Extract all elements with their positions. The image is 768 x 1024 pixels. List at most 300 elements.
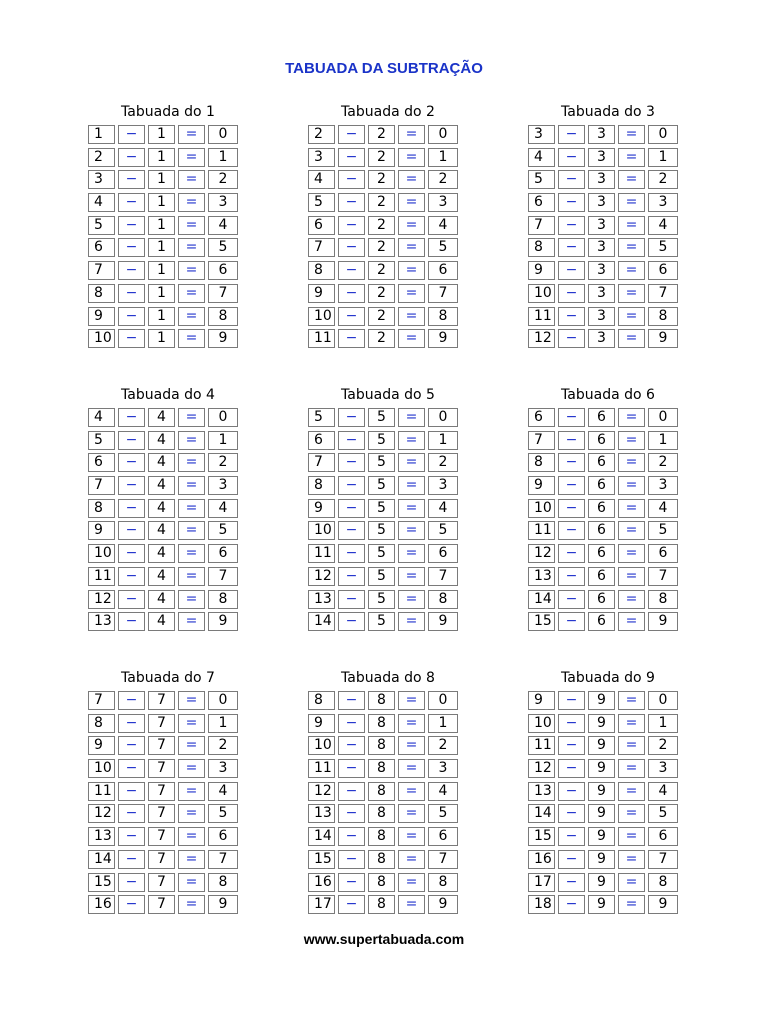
- minuend-cell: 5: [308, 408, 335, 427]
- minus-sign-cell: −: [558, 691, 585, 710]
- minuend-cell: 15: [88, 873, 115, 892]
- equals-sign-cell: =: [178, 612, 205, 631]
- minuend-cell: 4: [528, 148, 555, 167]
- result-cell: 3: [208, 759, 238, 778]
- minus-sign-cell: −: [558, 567, 585, 586]
- result-cell: 7: [208, 284, 238, 303]
- equals-sign-cell: =: [178, 431, 205, 450]
- minus-sign-cell: −: [558, 193, 585, 212]
- subtrahend-cell: 9: [588, 759, 615, 778]
- equals-sign-cell: =: [618, 238, 645, 257]
- minus-sign-cell: −: [118, 125, 145, 144]
- equals-sign-cell: =: [618, 193, 645, 212]
- minuend-cell: 14: [528, 804, 555, 823]
- subtrahend-cell: 1: [148, 125, 175, 144]
- minus-sign-cell: −: [118, 476, 145, 495]
- minus-sign-cell: −: [338, 590, 365, 609]
- minus-sign-cell: −: [118, 804, 145, 823]
- subtrahend-cell: 4: [148, 476, 175, 495]
- subtrahend-cell: 5: [368, 408, 395, 427]
- result-cell: 1: [648, 431, 678, 450]
- result-cell: 8: [208, 590, 238, 609]
- subtrahend-cell: 2: [368, 284, 395, 303]
- result-cell: 9: [648, 329, 678, 348]
- minuend-cell: 5: [88, 431, 115, 450]
- result-cell: 8: [208, 307, 238, 326]
- result-cell: 6: [428, 544, 458, 563]
- tabuada-heading: Tabuada do 2: [341, 104, 435, 120]
- minus-sign-cell: −: [338, 544, 365, 563]
- minus-sign-cell: −: [118, 148, 145, 167]
- result-cell: 4: [428, 499, 458, 518]
- minus-sign-cell: −: [558, 170, 585, 189]
- result-cell: 2: [648, 453, 678, 472]
- minus-sign-cell: −: [118, 827, 145, 846]
- minuend-cell: 8: [308, 261, 335, 280]
- minuend-cell: 6: [308, 431, 335, 450]
- minuend-cell: 9: [308, 499, 335, 518]
- subtrahend-cell: 9: [588, 850, 615, 869]
- subtrahend-cell: 5: [368, 499, 395, 518]
- minuend-cell: 13: [308, 590, 335, 609]
- subtrahend-cell: 2: [368, 329, 395, 348]
- minuend-cell: 17: [528, 873, 555, 892]
- result-cell: 0: [428, 691, 458, 710]
- minuend-cell: 12: [88, 590, 115, 609]
- subtrahend-cell: 6: [588, 476, 615, 495]
- subtrahend-cell: 4: [148, 590, 175, 609]
- minuend-cell: 4: [88, 193, 115, 212]
- result-cell: 2: [208, 453, 238, 472]
- minus-sign-cell: −: [338, 521, 365, 540]
- subtrahend-cell: 7: [148, 804, 175, 823]
- minus-sign-cell: −: [118, 612, 145, 631]
- result-cell: 9: [428, 895, 458, 914]
- result-cell: 2: [208, 736, 238, 755]
- minus-sign-cell: −: [338, 329, 365, 348]
- minus-sign-cell: −: [338, 125, 365, 144]
- equals-sign-cell: =: [398, 691, 425, 710]
- minuend-cell: 12: [88, 804, 115, 823]
- minus-sign-cell: −: [338, 408, 365, 427]
- minuend-cell: 11: [88, 567, 115, 586]
- subtrahend-cell: 5: [368, 431, 395, 450]
- equals-sign-cell: =: [618, 759, 645, 778]
- equals-sign-cell: =: [618, 544, 645, 563]
- minus-sign-cell: −: [558, 612, 585, 631]
- equals-sign-cell: =: [178, 238, 205, 257]
- equals-sign-cell: =: [398, 521, 425, 540]
- subtrahend-cell: 6: [588, 431, 615, 450]
- subtrahend-cell: 3: [588, 216, 615, 235]
- result-cell: 4: [648, 216, 678, 235]
- equals-sign-cell: =: [618, 431, 645, 450]
- minuend-cell: 6: [528, 408, 555, 427]
- minuend-cell: 7: [88, 691, 115, 710]
- minus-sign-cell: −: [558, 895, 585, 914]
- result-cell: 1: [208, 431, 238, 450]
- result-cell: 6: [208, 261, 238, 280]
- minus-sign-cell: −: [558, 714, 585, 733]
- result-cell: 8: [648, 307, 678, 326]
- equals-sign-cell: =: [178, 261, 205, 280]
- result-cell: 1: [428, 431, 458, 450]
- subtrahend-cell: 7: [148, 782, 175, 801]
- equals-sign-cell: =: [398, 544, 425, 563]
- result-cell: 5: [428, 804, 458, 823]
- minuend-cell: 7: [308, 453, 335, 472]
- equals-sign-cell: =: [178, 895, 205, 914]
- equals-sign-cell: =: [178, 408, 205, 427]
- equals-sign-cell: =: [178, 329, 205, 348]
- subtrahend-cell: 4: [148, 544, 175, 563]
- subtrahend-cell: 5: [368, 612, 395, 631]
- minuend-cell: 11: [528, 736, 555, 755]
- minus-sign-cell: −: [118, 238, 145, 257]
- minus-sign-cell: −: [118, 329, 145, 348]
- equals-sign-cell: =: [178, 873, 205, 892]
- subtrahend-cell: 4: [148, 453, 175, 472]
- minuend-cell: 10: [528, 284, 555, 303]
- minuend-cell: 6: [88, 453, 115, 472]
- minuend-cell: 3: [88, 170, 115, 189]
- minuend-cell: 11: [528, 521, 555, 540]
- subtrahend-cell: 5: [368, 453, 395, 472]
- subtrahend-cell: 4: [148, 499, 175, 518]
- minuend-cell: 16: [528, 850, 555, 869]
- subtrahend-cell: 7: [148, 736, 175, 755]
- result-cell: 9: [208, 895, 238, 914]
- minuend-cell: 18: [528, 895, 555, 914]
- result-cell: 7: [428, 567, 458, 586]
- minuend-cell: 12: [528, 759, 555, 778]
- equals-sign-cell: =: [178, 284, 205, 303]
- minus-sign-cell: −: [118, 170, 145, 189]
- subtrahend-cell: 8: [368, 691, 395, 710]
- minuend-cell: 1: [88, 125, 115, 144]
- equals-sign-cell: =: [178, 850, 205, 869]
- subtrahend-cell: 3: [588, 329, 615, 348]
- minus-sign-cell: −: [118, 216, 145, 235]
- subtrahend-cell: 3: [588, 125, 615, 144]
- subtrahend-cell: 3: [588, 307, 615, 326]
- equals-sign-cell: =: [398, 216, 425, 235]
- equals-sign-cell: =: [618, 827, 645, 846]
- minuend-cell: 10: [308, 307, 335, 326]
- minuend-cell: 9: [528, 691, 555, 710]
- minus-sign-cell: −: [118, 714, 145, 733]
- equals-sign-cell: =: [178, 307, 205, 326]
- subtrahend-cell: 6: [588, 544, 615, 563]
- subtrahend-cell: 7: [148, 895, 175, 914]
- minuend-cell: 10: [308, 521, 335, 540]
- result-cell: 8: [428, 590, 458, 609]
- equals-sign-cell: =: [178, 736, 205, 755]
- result-cell: 3: [428, 193, 458, 212]
- minuend-cell: 5: [88, 216, 115, 235]
- result-cell: 8: [428, 873, 458, 892]
- equals-sign-cell: =: [398, 408, 425, 427]
- equals-sign-cell: =: [178, 193, 205, 212]
- equals-sign-cell: =: [618, 261, 645, 280]
- result-cell: 5: [208, 521, 238, 540]
- subtrahend-cell: 6: [588, 612, 615, 631]
- result-cell: 6: [428, 261, 458, 280]
- subtrahend-cell: 2: [368, 193, 395, 212]
- subtrahend-cell: 1: [148, 307, 175, 326]
- subtrahend-cell: 1: [148, 193, 175, 212]
- minus-sign-cell: −: [338, 782, 365, 801]
- subtrahend-cell: 5: [368, 590, 395, 609]
- result-cell: 6: [648, 544, 678, 563]
- result-cell: 1: [428, 148, 458, 167]
- equals-sign-cell: =: [398, 590, 425, 609]
- equals-sign-cell: =: [618, 499, 645, 518]
- minus-sign-cell: −: [558, 759, 585, 778]
- subtrahend-cell: 7: [148, 850, 175, 869]
- subtrahend-cell: 3: [588, 261, 615, 280]
- minuend-cell: 10: [88, 544, 115, 563]
- minuend-cell: 13: [88, 827, 115, 846]
- minuend-cell: 3: [308, 148, 335, 167]
- subtrahend-cell: 5: [368, 567, 395, 586]
- subtrahend-cell: 1: [148, 148, 175, 167]
- minuend-cell: 7: [88, 476, 115, 495]
- minus-sign-cell: −: [338, 567, 365, 586]
- result-cell: 1: [648, 148, 678, 167]
- minuend-cell: 15: [308, 850, 335, 869]
- equals-sign-cell: =: [178, 691, 205, 710]
- minuend-cell: 11: [308, 329, 335, 348]
- subtrahend-cell: 6: [588, 567, 615, 586]
- result-cell: 9: [428, 612, 458, 631]
- minus-sign-cell: −: [558, 827, 585, 846]
- equals-sign-cell: =: [178, 125, 205, 144]
- minuend-cell: 13: [308, 804, 335, 823]
- minus-sign-cell: −: [338, 691, 365, 710]
- equals-sign-cell: =: [398, 736, 425, 755]
- subtrahend-cell: 3: [588, 193, 615, 212]
- equals-sign-cell: =: [618, 307, 645, 326]
- result-cell: 5: [428, 521, 458, 540]
- minus-sign-cell: −: [118, 567, 145, 586]
- minus-sign-cell: −: [118, 782, 145, 801]
- subtrahend-cell: 8: [368, 873, 395, 892]
- subtrahend-cell: 8: [368, 714, 395, 733]
- result-cell: 2: [428, 453, 458, 472]
- equals-sign-cell: =: [178, 544, 205, 563]
- result-cell: 5: [428, 238, 458, 257]
- result-cell: 7: [648, 850, 678, 869]
- result-cell: 0: [208, 408, 238, 427]
- subtrahend-cell: 7: [148, 691, 175, 710]
- equals-sign-cell: =: [398, 476, 425, 495]
- subtrahend-cell: 2: [368, 261, 395, 280]
- minuend-cell: 7: [88, 261, 115, 280]
- equals-sign-cell: =: [618, 714, 645, 733]
- result-cell: 8: [208, 873, 238, 892]
- result-cell: 9: [208, 612, 238, 631]
- minus-sign-cell: −: [338, 238, 365, 257]
- subtrahend-cell: 9: [588, 736, 615, 755]
- minus-sign-cell: −: [558, 521, 585, 540]
- minuend-cell: 6: [528, 193, 555, 212]
- result-cell: 0: [648, 691, 678, 710]
- subtrahend-cell: 6: [588, 499, 615, 518]
- minus-sign-cell: −: [558, 148, 585, 167]
- result-cell: 7: [648, 567, 678, 586]
- subtrahend-cell: 6: [588, 521, 615, 540]
- result-cell: 8: [428, 307, 458, 326]
- minus-sign-cell: −: [558, 782, 585, 801]
- minus-sign-cell: −: [118, 691, 145, 710]
- result-cell: 3: [208, 193, 238, 212]
- minuend-cell: 10: [88, 759, 115, 778]
- minuend-cell: 11: [308, 759, 335, 778]
- minuend-cell: 8: [528, 238, 555, 257]
- subtrahend-cell: 9: [588, 827, 615, 846]
- equals-sign-cell: =: [618, 873, 645, 892]
- tabuada-heading: Tabuada do 6: [561, 387, 655, 403]
- minuend-cell: 11: [88, 782, 115, 801]
- subtrahend-cell: 3: [588, 170, 615, 189]
- tabuada-heading: Tabuada do 1: [121, 104, 215, 120]
- subtrahend-cell: 5: [368, 544, 395, 563]
- minus-sign-cell: −: [338, 453, 365, 472]
- result-cell: 2: [428, 736, 458, 755]
- minus-sign-cell: −: [558, 544, 585, 563]
- subtrahend-cell: 6: [588, 408, 615, 427]
- equals-sign-cell: =: [178, 476, 205, 495]
- minuend-cell: 7: [308, 238, 335, 257]
- equals-sign-cell: =: [398, 895, 425, 914]
- minus-sign-cell: −: [558, 261, 585, 280]
- minuend-cell: 3: [528, 125, 555, 144]
- minus-sign-cell: −: [558, 238, 585, 257]
- result-cell: 3: [648, 476, 678, 495]
- minus-sign-cell: −: [338, 736, 365, 755]
- subtrahend-cell: 2: [368, 170, 395, 189]
- tabuada-heading: Tabuada do 4: [121, 387, 215, 403]
- equals-sign-cell: =: [178, 827, 205, 846]
- equals-sign-cell: =: [178, 170, 205, 189]
- footer-website: www.supertabuada.com: [303, 931, 465, 947]
- equals-sign-cell: =: [618, 453, 645, 472]
- result-cell: 0: [648, 125, 678, 144]
- minus-sign-cell: −: [558, 329, 585, 348]
- result-cell: 5: [648, 804, 678, 823]
- minuend-cell: 4: [308, 170, 335, 189]
- equals-sign-cell: =: [398, 170, 425, 189]
- tabuada-heading: Tabuada do 7: [121, 670, 215, 686]
- minuend-cell: 11: [528, 307, 555, 326]
- result-cell: 0: [208, 691, 238, 710]
- result-cell: 9: [208, 329, 238, 348]
- minus-sign-cell: −: [558, 804, 585, 823]
- equals-sign-cell: =: [178, 804, 205, 823]
- minus-sign-cell: −: [118, 284, 145, 303]
- subtrahend-cell: 2: [368, 148, 395, 167]
- minus-sign-cell: −: [338, 827, 365, 846]
- subtrahend-cell: 4: [148, 521, 175, 540]
- minus-sign-cell: −: [558, 125, 585, 144]
- minuend-cell: 4: [88, 408, 115, 427]
- minus-sign-cell: −: [118, 453, 145, 472]
- equals-sign-cell: =: [398, 827, 425, 846]
- minuend-cell: 5: [308, 193, 335, 212]
- minuend-cell: 15: [528, 827, 555, 846]
- result-cell: 4: [208, 499, 238, 518]
- equals-sign-cell: =: [618, 895, 645, 914]
- minus-sign-cell: −: [338, 873, 365, 892]
- minuend-cell: 10: [308, 736, 335, 755]
- equals-sign-cell: =: [398, 850, 425, 869]
- minus-sign-cell: −: [118, 544, 145, 563]
- minus-sign-cell: −: [558, 307, 585, 326]
- minus-sign-cell: −: [338, 284, 365, 303]
- result-cell: 4: [208, 216, 238, 235]
- minus-sign-cell: −: [118, 590, 145, 609]
- result-cell: 0: [428, 125, 458, 144]
- subtrahend-cell: 8: [368, 782, 395, 801]
- minus-sign-cell: −: [118, 759, 145, 778]
- minus-sign-cell: −: [338, 804, 365, 823]
- result-cell: 3: [428, 476, 458, 495]
- result-cell: 9: [428, 329, 458, 348]
- minuend-cell: 2: [88, 148, 115, 167]
- result-cell: 4: [428, 782, 458, 801]
- equals-sign-cell: =: [398, 148, 425, 167]
- minuend-cell: 8: [308, 691, 335, 710]
- result-cell: 0: [208, 125, 238, 144]
- result-cell: 7: [208, 850, 238, 869]
- minuend-cell: 9: [528, 261, 555, 280]
- minus-sign-cell: −: [558, 476, 585, 495]
- equals-sign-cell: =: [398, 431, 425, 450]
- subtrahend-cell: 2: [368, 125, 395, 144]
- equals-sign-cell: =: [178, 567, 205, 586]
- minus-sign-cell: −: [338, 895, 365, 914]
- equals-sign-cell: =: [398, 453, 425, 472]
- subtrahend-cell: 8: [368, 804, 395, 823]
- result-cell: 2: [648, 736, 678, 755]
- subtrahend-cell: 8: [368, 736, 395, 755]
- minuend-cell: 5: [528, 170, 555, 189]
- minuend-cell: 9: [88, 521, 115, 540]
- subtrahend-cell: 9: [588, 691, 615, 710]
- minuend-cell: 9: [88, 307, 115, 326]
- equals-sign-cell: =: [398, 238, 425, 257]
- result-cell: 9: [648, 895, 678, 914]
- minus-sign-cell: −: [338, 307, 365, 326]
- subtrahend-cell: 8: [368, 850, 395, 869]
- minuend-cell: 9: [88, 736, 115, 755]
- equals-sign-cell: =: [398, 804, 425, 823]
- equals-sign-cell: =: [618, 590, 645, 609]
- minus-sign-cell: −: [558, 736, 585, 755]
- minuend-cell: 9: [308, 284, 335, 303]
- subtrahend-cell: 8: [368, 827, 395, 846]
- subtrahend-cell: 4: [148, 431, 175, 450]
- equals-sign-cell: =: [178, 148, 205, 167]
- result-cell: 0: [428, 408, 458, 427]
- result-cell: 1: [428, 714, 458, 733]
- minuend-cell: 16: [88, 895, 115, 914]
- subtrahend-cell: 1: [148, 329, 175, 348]
- equals-sign-cell: =: [398, 193, 425, 212]
- subtrahend-cell: 9: [588, 895, 615, 914]
- equals-sign-cell: =: [178, 521, 205, 540]
